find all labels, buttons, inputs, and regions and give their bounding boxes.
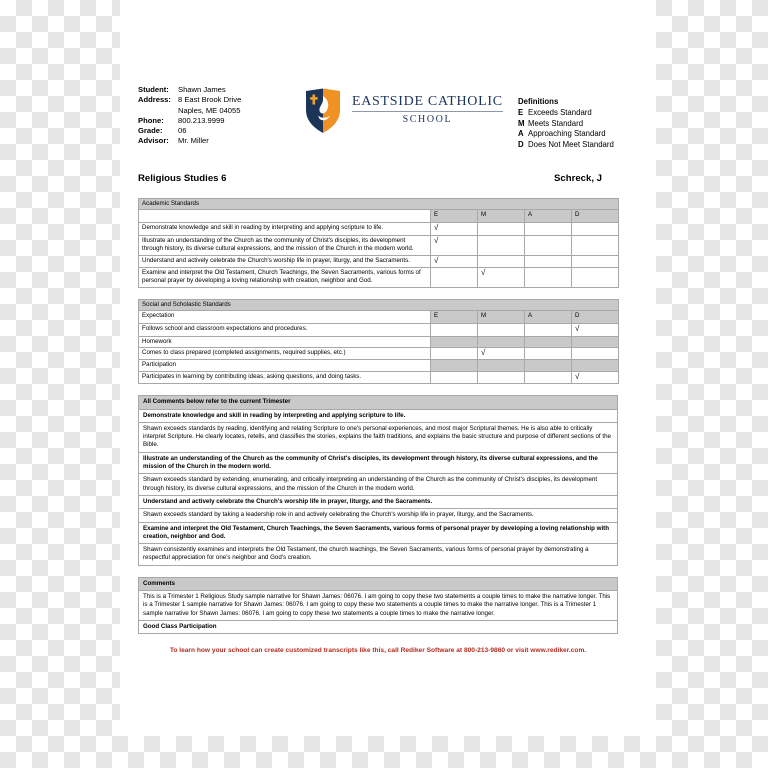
academic-standards-table [138,198,619,288]
definition-row-m [518,119,638,129]
social-mark-a[interactable] [525,348,572,360]
academic-standard-text: Examine and interpret the Old Testament, Church Teachings, the Seven Sacraments, various forms of personal prayer by developing a loving relationship with creation, neighbor and God. [139,268,431,288]
academic-mark-e[interactable] [431,255,478,267]
checkmark-icon: √ [434,235,439,245]
checkmark-icon: √ [481,348,486,358]
school-name-line2: SCHOOL [402,114,453,125]
label-phone: Phone: [138,115,164,125]
all-comments-title-row [139,396,618,409]
label-address-cont [138,106,178,116]
academic-mark-d[interactable] [572,255,619,267]
student-info-block [138,85,298,147]
social-col-m: M [478,311,525,324]
table-row [139,324,619,336]
academic-mark-a[interactable] [525,255,572,267]
definition-row-d [518,140,638,150]
academic-mark-d[interactable] [572,235,619,255]
comments-footer-note: Good Class Participation [139,620,618,633]
table-row [139,495,618,508]
school-branding [298,85,518,134]
social-group-name: Homework [139,336,431,347]
social-group-spacer-e [431,360,478,371]
social-mark-e[interactable] [431,371,478,383]
definition-row-e [518,108,638,118]
comment-narrative-text: Shawn consistently examines and interprets the Old Testament, the church teachings, the Seven Sacraments, various forms of personal prayer by demonstrating a respectful appreciation for one's neighbor and God's creation. [139,544,618,566]
social-standard-text: Comes to class prepared (completed assignments, required supplies, etc.) [139,348,431,360]
checkmark-icon: √ [434,255,439,265]
table-row [139,509,618,522]
social-standards-block [138,299,638,384]
social-group-spacer-m [478,360,525,371]
academic-section-title-row [139,199,619,210]
academic-column-header-row [139,210,619,223]
academic-col-d: D [572,210,619,223]
all-comments-block [138,395,638,565]
definition-value-e: Exceeds Standard [528,108,592,118]
comment-narrative-text: Shawn exceeds standards by reading, identifying and relating Scripture to one's personal experiences, and most major Scriptural themes. He is also able to critically interpret Scripture. He clearly locates, retells, and classifies the stories, explains the faith traditions, and explains the basic structure and purpose of different sections of the Bible. [139,422,618,452]
table-row [139,522,618,544]
social-standards-table [138,299,619,384]
report-card-page [120,0,656,736]
course-name: Religious Studies 6 [138,173,227,184]
academic-standard-text: Demonstrate knowledge and skill in reading by interpreting and applying scripture to life. [139,223,431,235]
definition-row-a [518,129,638,139]
comment-standard-text: Demonstrate knowledge and skill in reading by interpreting and applying scripture to life. [139,409,618,422]
checkmark-icon: √ [575,371,580,381]
definition-value-d: Does Not Meet Standard [528,139,614,149]
academic-mark-m[interactable] [478,255,525,267]
comments-section-title: Comments [139,577,618,590]
table-row [139,235,619,255]
definition-key-e: E [518,108,524,118]
label-advisor: Advisor: [138,136,169,146]
academic-mark-a[interactable] [525,223,572,235]
social-mark-m[interactable] [478,324,525,336]
page-header [138,85,638,161]
checkmark-icon: √ [481,268,486,278]
academic-standard-text: Illustrate an understanding of the Church as the community of Christ's disciples, its development through history, its diverse cultural expressions, and the mission of the Church in the modern world. [139,235,431,255]
checkmark-icon: √ [575,324,580,334]
social-mark-m[interactable] [478,348,525,360]
definition-key-a: A [518,129,524,139]
page-footer-note: To learn how your school can create customized transcripts like this, call Rediker Software at 800-213-9860 or visit www.rediker.com. [169,647,587,655]
social-col-d: D [572,311,619,324]
academic-mark-a[interactable] [525,268,572,288]
definition-value-m: Meets Standard [528,118,584,128]
table-row [139,255,619,267]
academic-mark-e[interactable] [431,268,478,288]
table-row [139,422,618,452]
label-student: Student: [138,85,169,94]
academic-col-a: A [525,210,572,223]
table-row [139,452,618,474]
comments-title-row [139,577,618,590]
social-standard-text: Follows school and classroom expectations and procedures. [139,324,431,336]
social-group-spacer-d [572,360,619,371]
social-group-header-participation [139,360,619,371]
comment-standard-text: Understand and actively celebrate the Church's worship life in prayer, liturgy, and the Sacraments. [139,495,618,508]
social-group-header-homework [139,336,619,347]
academic-standards-block [138,198,638,288]
checkmark-icon: √ [434,223,439,233]
academic-mark-m[interactable] [478,223,525,235]
school-name-line1: EASTSIDE CATHOLIC [352,94,503,112]
label-grade: Grade: [138,126,163,136]
comment-narrative-text: Shawn exceeds standard by taking a leadership role in and actively celebrating the Church's worship life in prayer, liturgy, and the Sacraments. [139,509,618,522]
academic-col-e: E [431,210,478,223]
social-group-spacer-a [525,336,572,347]
social-section-title-row [139,299,619,310]
table-row [139,620,618,633]
academic-standard-text: Understand and actively celebrate the Church's worship life in prayer, liturgy, and the Sacraments. [139,255,431,267]
academic-mark-m[interactable] [478,268,525,288]
social-section-title: Social and Scholastic Standards [139,299,619,310]
comments-table [138,577,618,634]
comment-narrative-text: Shawn exceeds standard by extending, enumerating, and critically interpreting an understanding of the Church as the community of Christ's disciples, its development through history, its diverse cultural expressions, and the mission of the Church in the modern world. [139,474,618,496]
value-address-line2: Naples, ME 04055 [178,105,241,115]
academic-col-m: M [478,210,525,223]
academic-mark-e[interactable] [431,223,478,235]
definitions-legend [518,85,638,150]
definitions-title: Definitions [518,97,559,106]
student-info-values [178,85,241,147]
social-group-spacer-e [431,336,478,347]
table-row [139,409,618,422]
table-row [139,591,618,621]
school-name-block [342,88,503,125]
social-mark-m[interactable] [478,371,525,383]
academic-mark-d[interactable] [572,223,619,235]
social-col-e: E [431,311,478,324]
comments-block [138,577,638,634]
comment-standard-text: Examine and interpret the Old Testament, Church Teachings, the Seven Sacraments, various forms of personal prayer by developing a loving relationship with creation, neighbor and God. [139,522,618,544]
social-mark-a[interactable] [525,324,572,336]
social-mark-a[interactable] [525,371,572,383]
value-grade: 06 [178,126,187,136]
table-row [139,544,618,566]
social-group-header-expectation [139,311,619,324]
social-mark-d[interactable] [572,348,619,360]
social-mark-e[interactable] [431,348,478,360]
academic-mark-a[interactable] [525,235,572,255]
definition-key-d: D [518,139,524,149]
table-row [139,474,618,496]
course-teacher: Schreck, J [553,173,602,184]
social-col-a: A [525,311,572,324]
value-advisor: Mr. Miller [178,136,209,146]
social-group-spacer-a [525,360,572,371]
course-header [138,173,638,184]
social-group-name: Participation [139,360,431,371]
shield-logo-icon [304,88,342,134]
academic-mark-e[interactable] [431,235,478,255]
academic-mark-m[interactable] [478,235,525,255]
all-comments-table [138,395,618,565]
social-group-name: Expectation [139,311,431,324]
table-row [139,268,619,288]
value-student-name: Shawn James [178,85,226,94]
social-mark-d[interactable] [572,324,619,336]
definition-value-a: Approaching Standard [528,129,606,139]
table-row [139,371,619,383]
social-group-spacer-m [478,336,525,347]
social-mark-e[interactable] [431,324,478,336]
definition-key-m: M [518,118,525,128]
table-row [139,223,619,235]
comment-standard-text: Illustrate an understanding of the Church as the community of Christ's disciples, its development through history, its diverse cultural expressions, and the mission of the Church in the modern world. [139,452,618,474]
table-row [139,348,619,360]
student-info-labels [138,85,178,147]
all-comments-section-title: All Comments below refer to the current Trimester [139,396,618,409]
academic-mark-d[interactable] [572,268,619,288]
value-phone: 800.213.9999 [178,115,225,125]
social-mark-d[interactable] [572,371,619,383]
label-address: Address: [138,95,171,105]
academic-desc-header [139,210,431,223]
academic-section-title: Academic Standards [139,199,619,210]
value-address-line1: 8 East Brook Drive [178,95,242,105]
social-standard-text: Participates in learning by contributing ideas, asking questions, and doing tasks. [139,371,431,383]
social-group-spacer-d [572,336,619,347]
comments-body-text: This is a Trimester 1 Religious Study sample narrative for Shawn James: 06076. I am going to copy these two statements a couple times to make the narrative longer. This is a Trimester 1 sample narrative for Shawn James: 06076. I am going to copy these two statements a couple times to make the narrative longer. This is a Trimester 1 sample narrative for Shawn James: 06076. I am going to copy these two statements a couple times to make the narrative longer. [139,591,618,621]
